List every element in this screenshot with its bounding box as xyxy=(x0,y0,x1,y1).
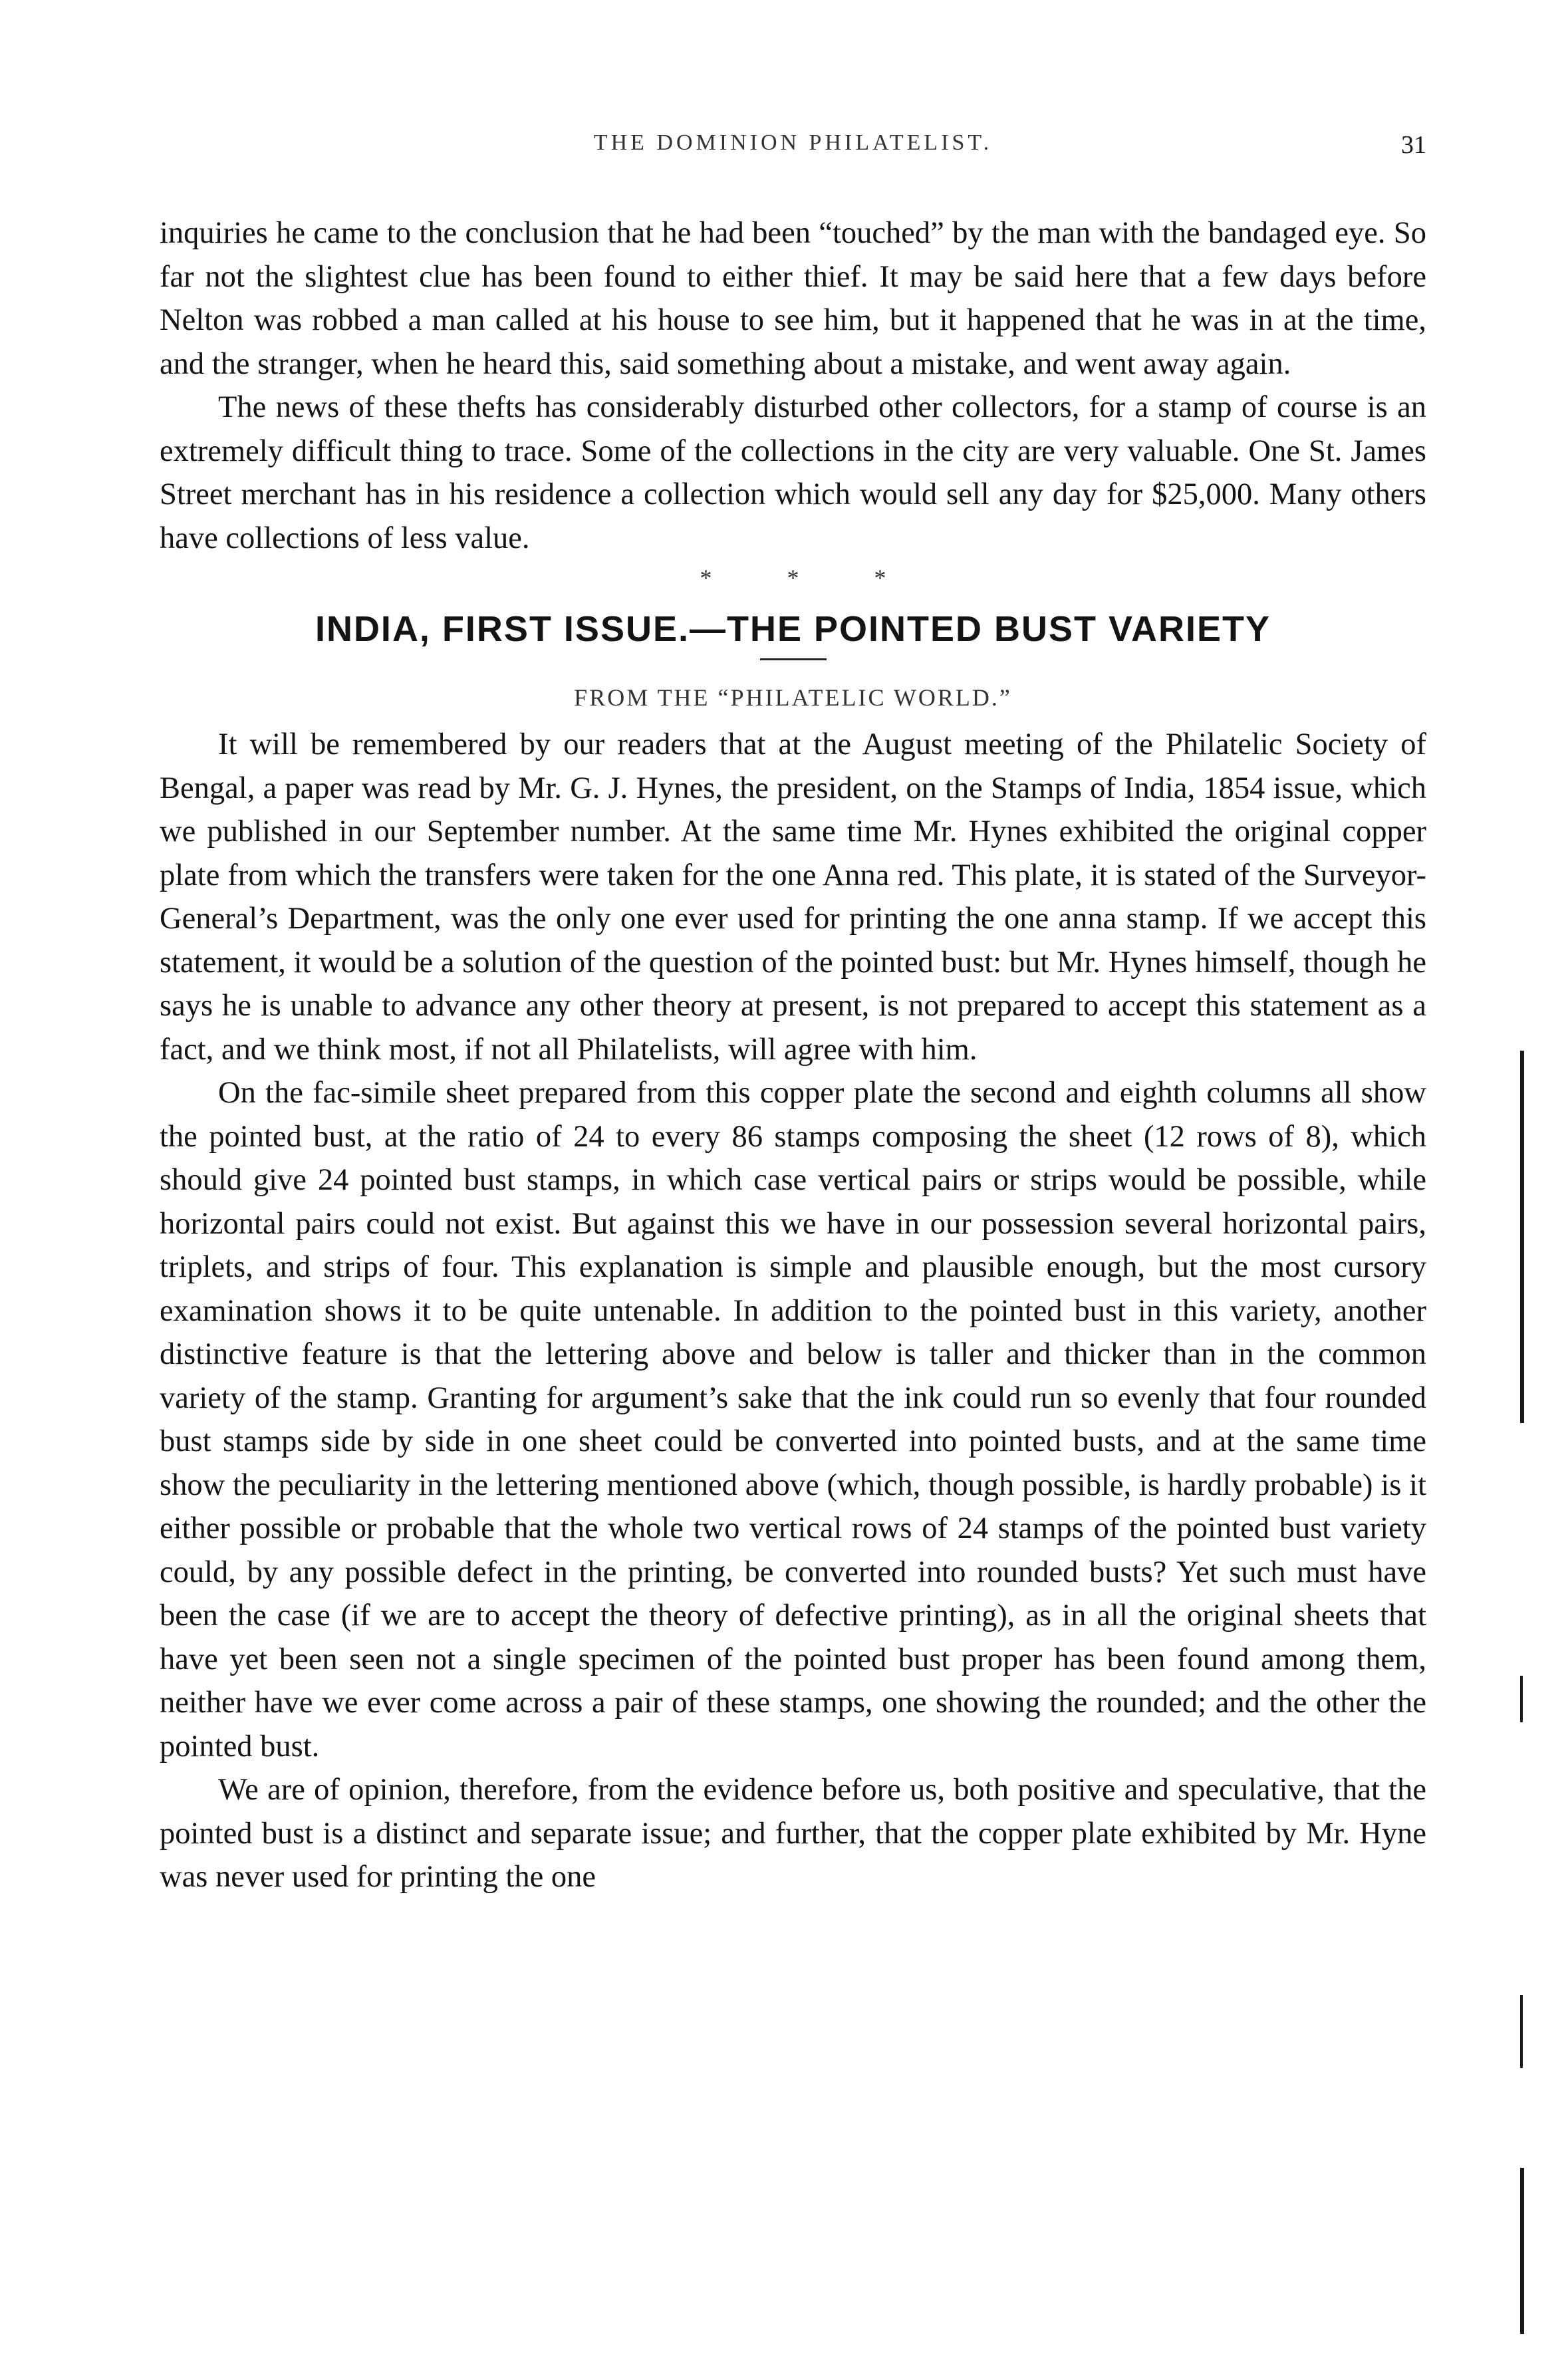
scan-margin-line xyxy=(1520,1051,1524,1423)
title-rule xyxy=(760,658,827,660)
article-paragraph: We are of opinion, therefore, from the evidence before us, both positive and speculative, that the pointed bust is a distinct and separate issue; and further, that the copper plate exhibited by Mr. Hyne was never used for printing the one xyxy=(160,1773,1426,1894)
article-title: INDIA, FIRST ISSUE.—THE POINTED BUST VARIETY xyxy=(315,609,1271,649)
section-separator: * * * xyxy=(700,565,921,591)
article-paragraph: It will be remembered by our readers that at the August meeting of the Philatelic Society of Bengal, a paper was read by Mr. G. J. Hynes, the president, on the Stamps of India, 1854 issue, which we published in our September number. At the same time Mr. Hynes exhibited the original copper plate from which the transfers were taken for the one Anna red. This plate, it is stated of the Surveyor-General’s Department, was the only one ever used for printing the one anna stamp. If we accept this statement, it would be a solution of the question of the pointed bust: but Mr. Hynes himself, though he says he is unable to advance any other theory at present, is not prepared to accept this statement as a fact, and we think most, if not all Philatelists, will agree with him. xyxy=(160,727,1426,1067)
page-header xyxy=(160,130,1426,170)
scan-margin-line xyxy=(1520,2168,1524,2334)
continued-paragraph: inquiries he came to the conclusion that he had been “touched” by the man with the bandaged eye. So far not the slightest clue has been found to either thief. It may be said here that a few days before Nelton was robbed a man called at his house to see him, but it happened that he was in at the time, and the stranger, when he heard this, said something about a mistake, and went away again. xyxy=(160,216,1426,381)
page-number: 31 xyxy=(1401,131,1426,159)
article-paragraph: On the fac-simile sheet prepared from this copper plate the second and eighth columns all show the pointed bust, at the ratio of 24 to every 86 stamps composing the sheet (12 rows of 8), which should give 24 pointed bust stamps, in which case vertical pairs or strips would be possible, while horizontal pairs could not exist. But against this we have in our possession several horizontal pairs, triplets, and strips of four. This explanation is simple and plausible enough, but the most cursory examination shows it to be quite untenable. In addition to the pointed bust in this variety, another distinctive feature is that the lettering above and below is taller and thicker than in the common variety of the stamp. Granting for argument’s sake that the ink could run so evenly that four rounded bust stamps side by side in one sheet could be converted into pointed busts, and at the same time show the peculiarity in the lettering mentioned above (which, though possible, is hardly probable) is it either possible or probable that the whole two vertical rows of 24 stamps of the pointed bust variety could, by any possible defect in the printing, be converted into rounded busts? Yet such must have been the case (if we are to accept the theory of defective printing), as in all the original sheets that have yet been seen not a single specimen of the pointed bust proper has been found among them, neither have we ever come across a pair of these stamps, one showing the rounded; and the other the pointed bust. xyxy=(160,1076,1426,1764)
scan-margin-line xyxy=(1520,1995,1523,2068)
article-source: FROM THE “PHILATELIC WORLD.” xyxy=(574,684,1012,711)
continued-paragraph: The news of these thefts has considerably disturbed other collectors, for a stamp of course is an extremely difficult thing to trace. Some of the collections in the city are very valuable. One St. James Street merchant has in his residence a collection which would sell any day for $25,000. Many others have collections of less value. xyxy=(160,390,1426,555)
page-body xyxy=(160,211,1426,1899)
scan-margin-line xyxy=(1520,1676,1523,1722)
running-title: THE DOMINION PHILATELIST. xyxy=(593,130,993,155)
